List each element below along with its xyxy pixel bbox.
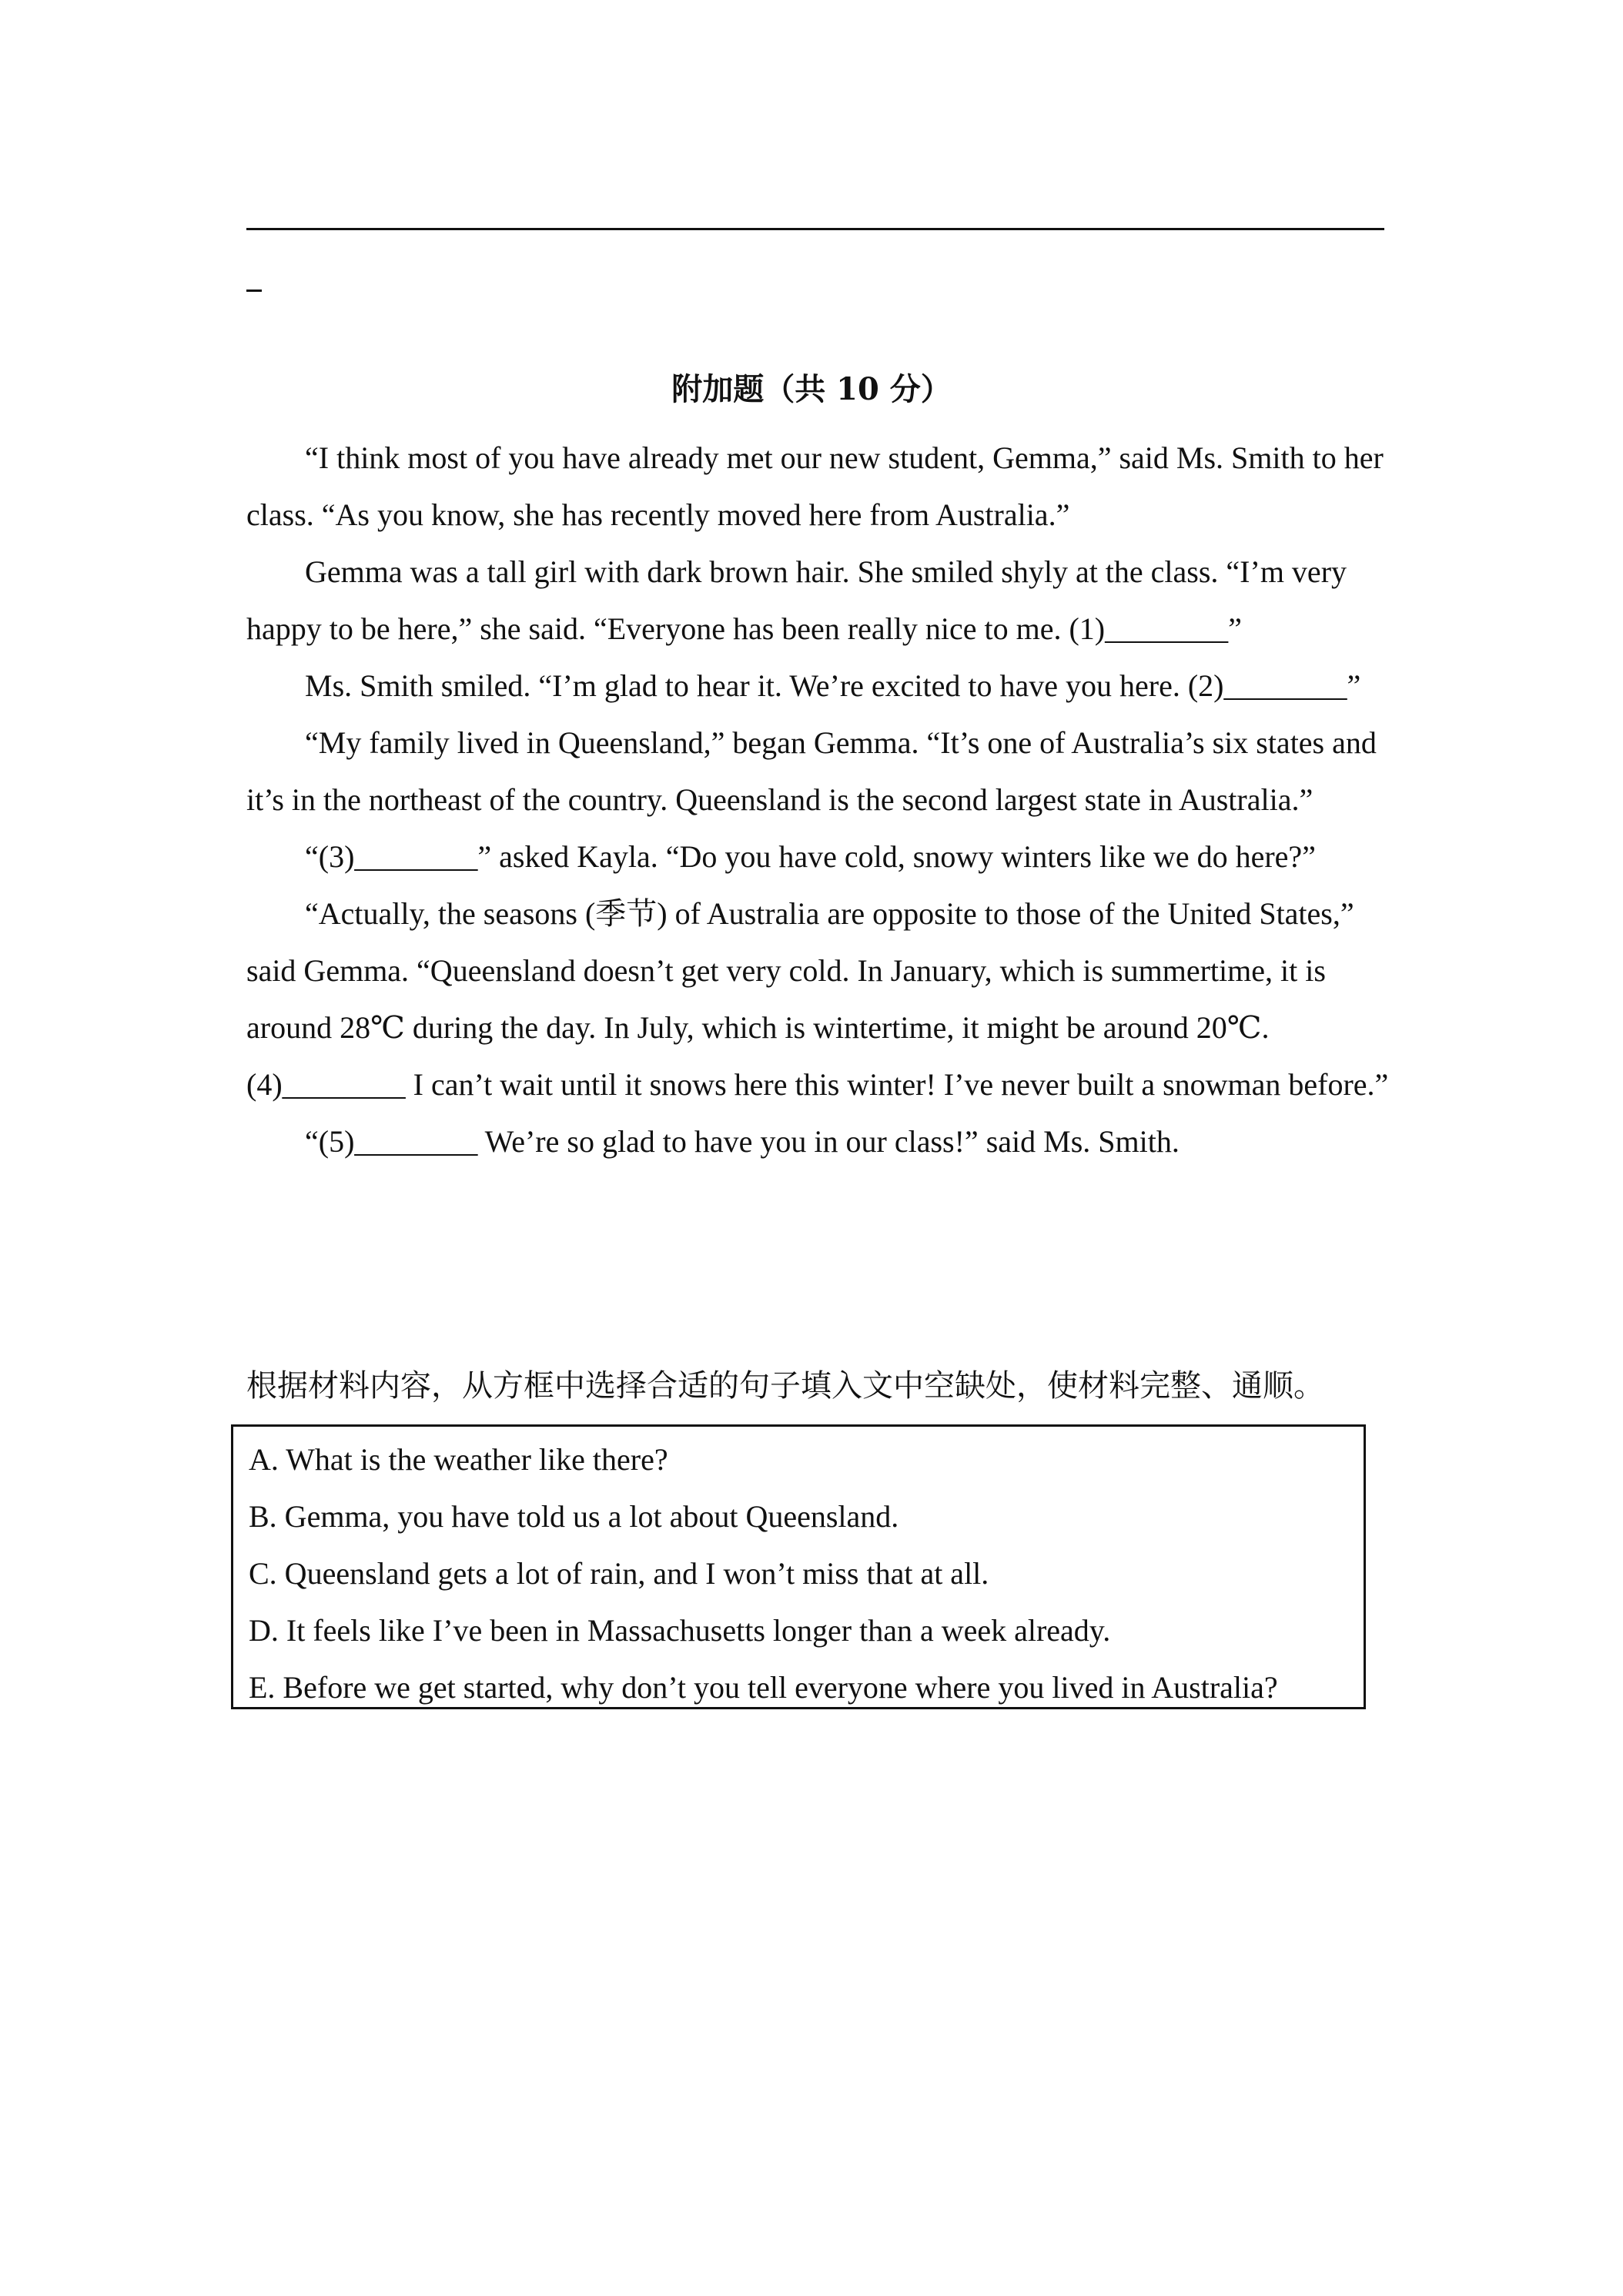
options-box [231, 1424, 1366, 1709]
passage-paragraph-7: “(5)________ We’re so glad to have you in our class!” said Ms. Smith. [305, 1124, 1180, 1159]
option-e: E. Before we get started, why don’t you tell everyone where you lived in Australia? [249, 1670, 1278, 1705]
option-a: A. What is the weather like there? [249, 1442, 668, 1477]
passage-paragraph-5: “(3)________” asked Kayla. “Do you have cold, snowy winters like we do here?” [305, 839, 1316, 874]
answer-blank-continuation [246, 290, 262, 292]
passage-paragraph-4: “My family lived in Queensland,” began Gemma. “It’s one of Australia’s six states and it’s in the northeast of the country. Queensland is the second largest state in Australia.” [246, 725, 1377, 817]
option-c: C. Queensland gets a lot of rain, and I won’t miss that at all. [249, 1556, 989, 1591]
option-b: B. Gemma, you have told us a lot about Queensland. [249, 1499, 899, 1534]
passage-paragraph-6: “Actually, the seasons (季节) of Australia are opposite to those of the United States,” said Gemma. “Queensland doesn’t get very cold. In January, which is summertime, it is around 28℃ during the day. In July, which is wintertime, it might be around 20℃. (4)________ I can’t wait until it snows here this winter! I’ve never built a snowman before.” [246, 896, 1389, 1102]
section-title: 附加题（共 10 分） [671, 371, 952, 407]
task-instruction: 根据材料内容，从方框中选择合适的句子填入文中空缺处，使材料完整、通顺。 [246, 1368, 1324, 1404]
answer-blank-line [246, 228, 1384, 230]
passage-paragraph-1: “I think most of you have already met our new student, Gemma,” said Ms. Smith to her class. “As you know, she has recently moved here from Australia.” [246, 440, 1384, 532]
reading-passage [246, 430, 1394, 1170]
passage-paragraph-2: Gemma was a tall girl with dark brown hair. She smiled shyly at the class. “I’m very happy to be here,” she said. “Everyone has been really nice to me. (1)________” [246, 554, 1347, 646]
option-d: D. It feels like I’ve been in Massachusetts longer than a week already. [249, 1613, 1111, 1648]
passage-paragraph-3: Ms. Smith smiled. “I’m glad to hear it. We’re excited to have you here. (2)________” [305, 668, 1361, 703]
